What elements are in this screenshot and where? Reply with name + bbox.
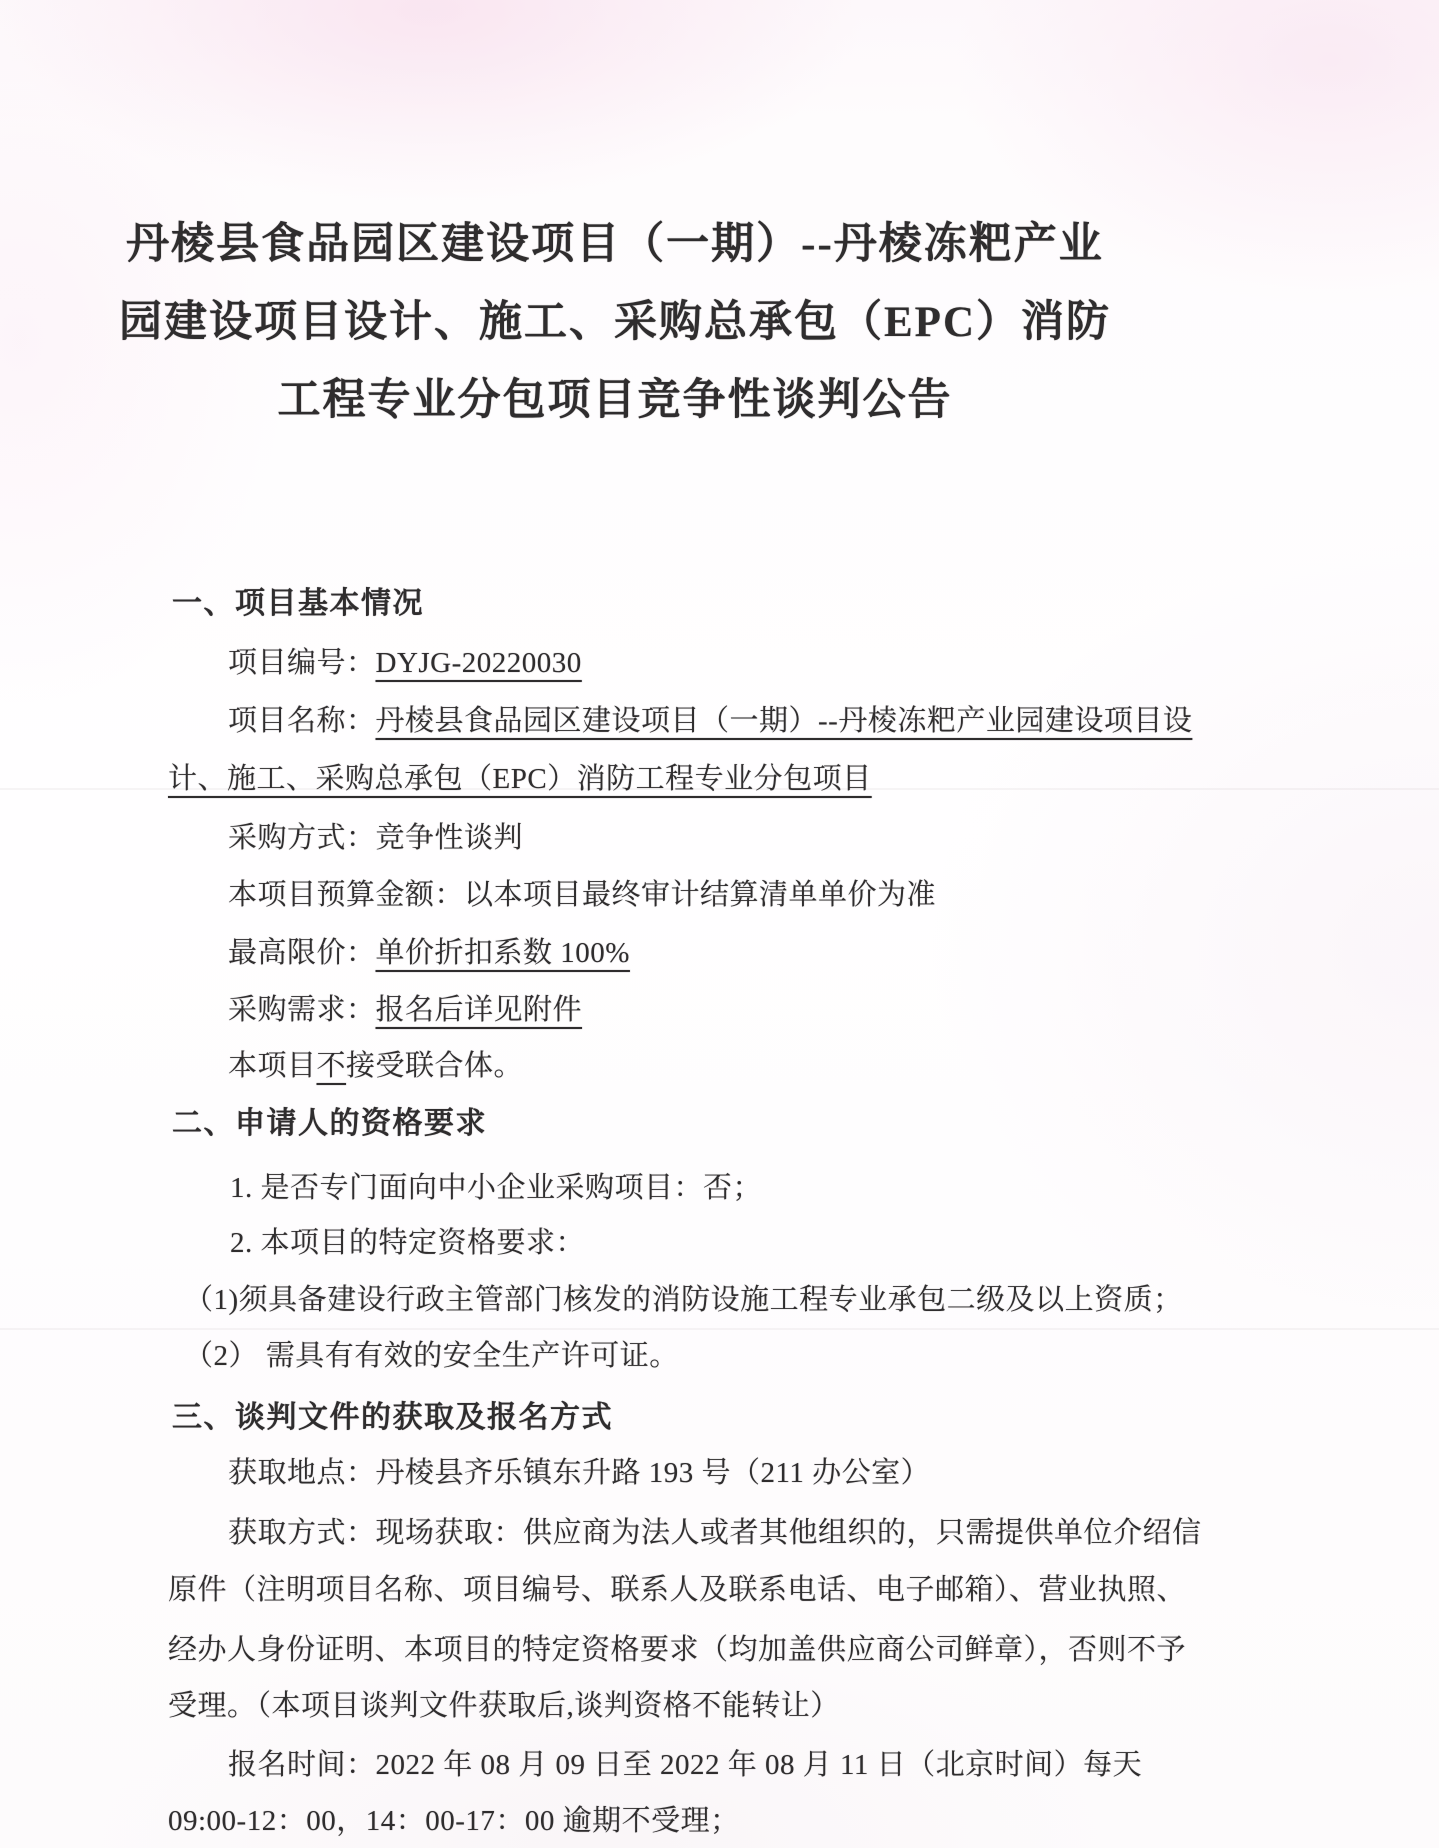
project-name-row-2 (168, 756, 872, 797)
procurement-requirement-label: 采购需求： (228, 994, 376, 1026)
section-3-heading: 三、谈判文件的获取及报名方式 (172, 1401, 613, 1434)
consortium-prefix: 本项目 (228, 1050, 317, 1082)
project-number-value: DYJG-20220030 (375, 647, 582, 679)
budget-value: 以本项目最终审计结算清单单价为准 (464, 879, 937, 911)
qualification-sub-item-2: （2） 需具有有效的安全生产许可证。 (184, 1340, 679, 1372)
obtain-method-row-1: 获取方式：现场获取：供应商为法人或者其他组织的，只需提供单位介绍信 (228, 1517, 1202, 1549)
project-name-value-line-2: 计、施工、采购总承包（EPC）消防工程专业分包项目 (168, 763, 872, 795)
max-price-row (228, 930, 630, 971)
obtain-method-row-4: 受理。（本项目谈判文件获取后,谈判资格不能转让） (168, 1690, 840, 1722)
procurement-requirement-value: 报名后详见附件 (375, 994, 583, 1026)
procurement-method-row (228, 815, 523, 856)
procurement-requirement-row (228, 987, 582, 1028)
scan-artifact-line (0, 1328, 1439, 1330)
project-name-label: 项目名称： (228, 705, 376, 737)
budget-row (228, 872, 936, 913)
section-1-heading: 一、项目基本情况 (172, 587, 424, 620)
max-price-label: 最高限价： (228, 937, 376, 969)
project-name-row-1 (228, 698, 1192, 739)
consortium-row (228, 1043, 523, 1084)
project-number-row (228, 640, 582, 681)
doc-title-line-3: 工程专业分包项目竞争性谈判公告 (277, 377, 953, 424)
section-2-heading: 二、申请人的资格要求 (172, 1107, 487, 1140)
registration-time-row-2: 09:00-12：00，14：00-17：00 逾期不受理； (168, 1805, 740, 1837)
max-price-value: 单价折扣系数 100% (375, 937, 630, 969)
qualification-item-2: 2. 本项目的特定资格要求： (230, 1227, 586, 1259)
doc-title-line-1: 丹棱县食品园区建设项目（一期）--丹棱冻粑产业 (126, 221, 1104, 268)
consortium-underlined-word: 不 (316, 1050, 347, 1082)
qualification-sub-item-1: （1)须具备建设行政主管部门核发的消防设施工程专业承包二级及以上资质； (184, 1284, 1183, 1316)
consortium-suffix: 接受联合体。 (346, 1050, 524, 1082)
procurement-method-label: 采购方式： (228, 822, 376, 854)
project-name-value-line-1: 丹棱县食品园区建设项目（一期）--丹棱冻粑产业园建设项目设 (375, 705, 1193, 737)
registration-time-row-1: 报名时间：2022 年 08 月 09 日至 2022 年 08 月 11 日（北京时间）每天 (228, 1749, 1143, 1781)
qualification-item-1: 1. 是否专门面向中小企业采购项目：否； (230, 1172, 763, 1204)
obtain-method-row-2: 原件（注明项目名称、项目编号、联系人及联系电话、电子邮箱）、营业执照、 (168, 1574, 1187, 1606)
doc-title-line-2: 园建设项目设计、施工、采购总承包（EPC）消防 (119, 299, 1111, 346)
obtain-location-row: 获取地点：丹棱县齐乐镇东升路 193 号（211 办公室） (228, 1457, 931, 1489)
budget-label: 本项目预算金额： (228, 879, 465, 911)
procurement-method-value: 竞争性谈判 (375, 822, 524, 854)
project-number-label: 项目编号： (228, 647, 376, 679)
obtain-method-row-3: 经办人身份证明、本项目的特定资格要求（均加盖供应商公司鲜章），否则不予 (168, 1634, 1187, 1666)
